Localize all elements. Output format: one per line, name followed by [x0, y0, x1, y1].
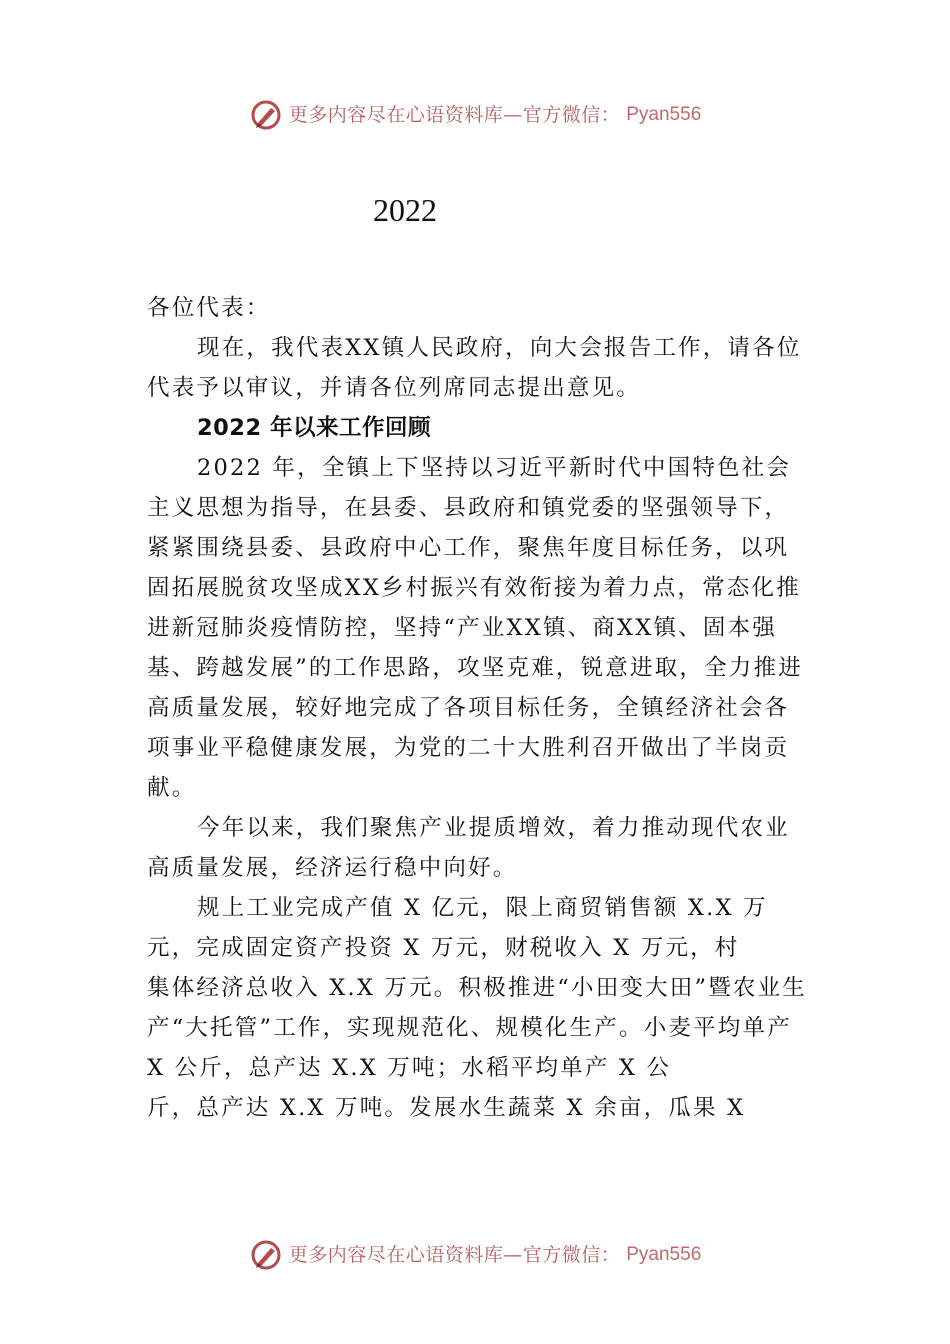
paragraph-figures-line3: 斤，总产达 X.X 万吨。发展水生蔬菜 X 余亩，瓜果 X	[147, 1095, 746, 1121]
paragraph-review: 2022 年，全镇上下坚持以习近平新时代中国特色社会主义思想为指导，在县委、县政府和镇党委的坚强领导下，紧紧围绕县委、县政府中心工作，聚焦年度目标任务，以巩固拓展脱贫攻坚成XX乡村振兴有效衔接为着力点，常态化推进新冠肺炎疫情防控，坚持“产业XX镇、商XX镇、固本强基、跨越发展”的工作思路，攻坚克难，锐意进取，全力推进高质量发展，较好地完成了各项目标任务，全镇经济社会各项事业平稳健康发展，为党的二十大胜利召开做出了半岗贡献。	[147, 455, 803, 801]
paragraph-figures-line2: 集体经济总收入 X.X 万元。积极推进“小田变大田”暨农业生产“大托管”工作，实现规范化、规模化生产。小麦平均单产 X 公斤，总产达 X.X 万吨；水稻平均单产 X 公	[147, 975, 807, 1081]
pen-logo-icon	[249, 98, 283, 132]
watermark-wechat-id: Pyan556	[626, 104, 702, 125]
watermark-wechat-id: Pyan556	[626, 1244, 702, 1265]
watermark-footer	[0, 1238, 950, 1272]
watermark-text: 更多内容尽在心语资料库—官方微信：	[288, 104, 621, 126]
salutation: 各位代表：	[147, 295, 271, 321]
watermark-header	[0, 98, 950, 132]
watermark-text: 更多内容尽在心语资料库—官方微信：	[288, 1244, 621, 1266]
document-title: 2022	[373, 192, 437, 228]
pen-logo-icon	[249, 1238, 283, 1272]
section-heading: 2022 年以来工作回顾	[197, 415, 431, 441]
paragraph-industry: 今年以来，我们聚焦产业提质增效，着力推动现代农业高质量发展，经济运行稳中向好。	[147, 815, 790, 881]
document-body	[147, 288, 809, 1128]
paragraph-figures-line1: 规上工业完成产值 X 亿元，限上商贸销售额 X.X 万元，完成固定资产投资 X 万元，财税收入 X 万元，村	[147, 895, 768, 961]
paragraph-intro: 现在，我代表XX镇人民政府，向大会报告工作，请各位代表予以审议，并请各位列席同志提出意见。	[147, 335, 802, 401]
